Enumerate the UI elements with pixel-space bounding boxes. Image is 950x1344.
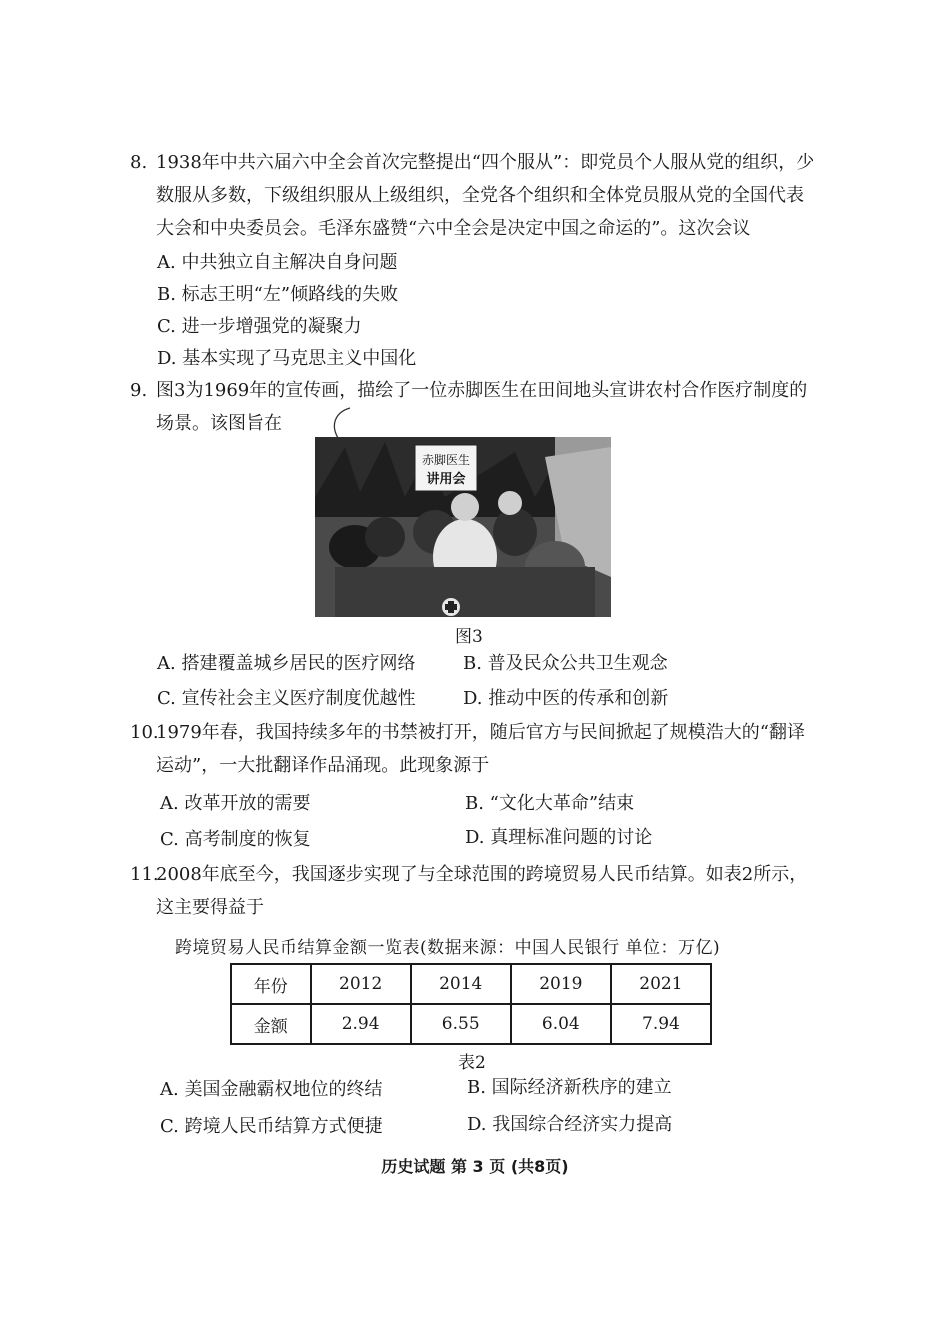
option-d: D. 真理标准问题的讨论 [465,827,653,848]
option-b: B. 国际经济新秩序的建立 [467,1077,672,1098]
option-c: C. 跨境人民币结算方式便捷 [160,1116,383,1137]
table-cell: 2012 [311,964,411,1004]
option-b: B. 普及民众公共卫生观念 [463,653,668,674]
option-c: C. 宣传社会主义医疗制度优越性 [157,688,416,709]
option-a: A. 美国金融霸权地位的终结 [160,1079,383,1100]
table-caption: 表2 [458,1053,486,1073]
option-a: A. 搭建覆盖城乡居民的医疗网络 [157,653,416,674]
table-cell: 2019 [511,964,611,1004]
question-stem: 2008年底至今，我国逐步实现了与全球范围的跨境贸易人民币结算。如表2所示，这主要得益于 [156,864,808,918]
sign-line-2: 讲用会 [426,472,466,487]
option-a: A. 中共独立自主解决自身问题 [157,252,398,273]
question-10 [130,716,820,782]
option-c: C. 高考制度的恢复 [160,829,311,850]
question-number: 10. [130,722,159,743]
table-cell: 2014 [411,964,511,1004]
data-table [230,963,712,1045]
table-cell: 金额 [231,1004,311,1044]
question-number: 11. [130,864,159,885]
question-number: 9. [130,380,148,401]
sign-line-1: 赤脚医生 [421,453,471,467]
option-c: C. 进一步增强党的凝聚力 [157,316,362,337]
figure-caption: 图3 [455,627,483,647]
option-d: D. 我国综合经济实力提高 [467,1114,673,1135]
question-9 [130,374,820,440]
option-b: B. “文化大革命”结束 [465,793,635,814]
question-stem: 1979年春，我国持续多年的书禁被打开，随后官方与民间掀起了规模浩大的“翻译运动”，一大批翻译作品涌现。此现象源于 [156,722,806,776]
table-cell: 6.04 [511,1004,611,1044]
question-8 [130,146,820,246]
question-stem: 图3为1969年的宣传画，描绘了一位赤脚医生在田间地头宣讲农村合作医疗制度的场景。该图旨在 [156,380,808,434]
question-11 [130,858,820,924]
option-a: A. 改革开放的需要 [160,793,311,814]
table-cell: 2021 [611,964,711,1004]
option-d: D. 基本实现了马克思主义中国化 [157,348,417,369]
table-title: 跨境贸易人民币结算金额一览表(数据来源：中国人民银行 单位：万亿) [175,938,721,958]
option-d: D. 推动中医的传承和创新 [463,688,669,709]
option-b: B. 标志王明“左”倾路线的失败 [157,284,399,305]
question-number: 8. [130,152,148,173]
table-cell: 6.55 [411,1004,511,1044]
question-stem: 1938年中共六届六中全会首次完整提出“四个服从”：即党员个人服从党的组织，少数服从多数，下级组织服从上级组织，全党各个组织和全体党员服从党的全国代表大会和中央委员会。毛泽东盛赞“六中全会是决定中国之命运的”。这次会议 [156,152,815,239]
table-cell: 年份 [231,964,311,1004]
propaganda-painting [315,437,611,617]
page-footer: 历史试题 第 3 页 (共8页) [381,1157,569,1176]
table-row [231,1004,711,1044]
table-header-row [231,964,711,1004]
table-cell: 2.94 [311,1004,411,1044]
table-cell: 7.94 [611,1004,711,1044]
